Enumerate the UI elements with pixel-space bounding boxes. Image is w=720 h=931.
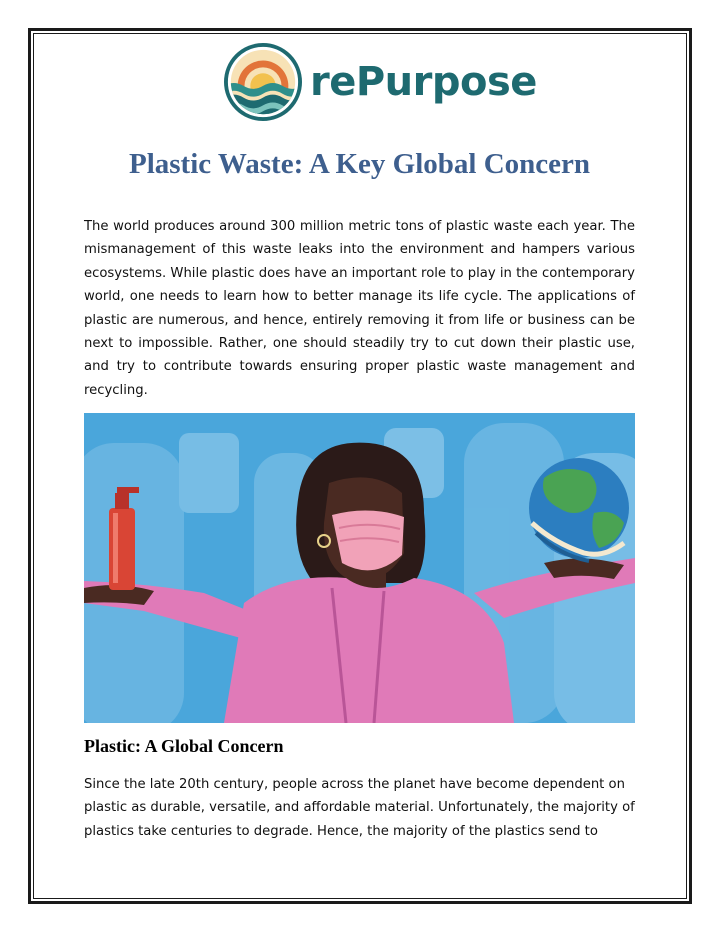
section-heading: Plastic: A Global Concern: [84, 736, 284, 756]
section-paragraph: Since the late 20th century, people across the planet have become dependent on plastic as durable, versatile, and affordable material. Unfortunately, the majority of plastics take centuries to degrade. Hence, the majority of the plastics send to: [84, 777, 635, 839]
sun-over-waves-icon: [224, 43, 302, 121]
logo-wordmark: rePurpose: [310, 59, 537, 105]
repurpose-logo: [224, 42, 537, 122]
intro-paragraph: The world produces around 300 million metric tons of plastic waste each year. The mismanagement of this waste leaks into the environment and hampers various ecosystems. While plastic does have an important role to play in the contemporary world, one needs to learn how to better manage its life cycle. The applications of plastic are numerous, and hence, entirely removing it from life or business can be next to impossible. Rather, one should steadily try to cut down their plastic use, and try to contribute towards ensuring proper plastic waste management and recycling.: [84, 219, 635, 398]
hero-illustration: [84, 413, 635, 723]
page-title: Plastic Waste: A Key Global Concern: [128, 148, 591, 180]
person-weighing-plastic-bottle-and-globe-illustration: [84, 413, 635, 723]
